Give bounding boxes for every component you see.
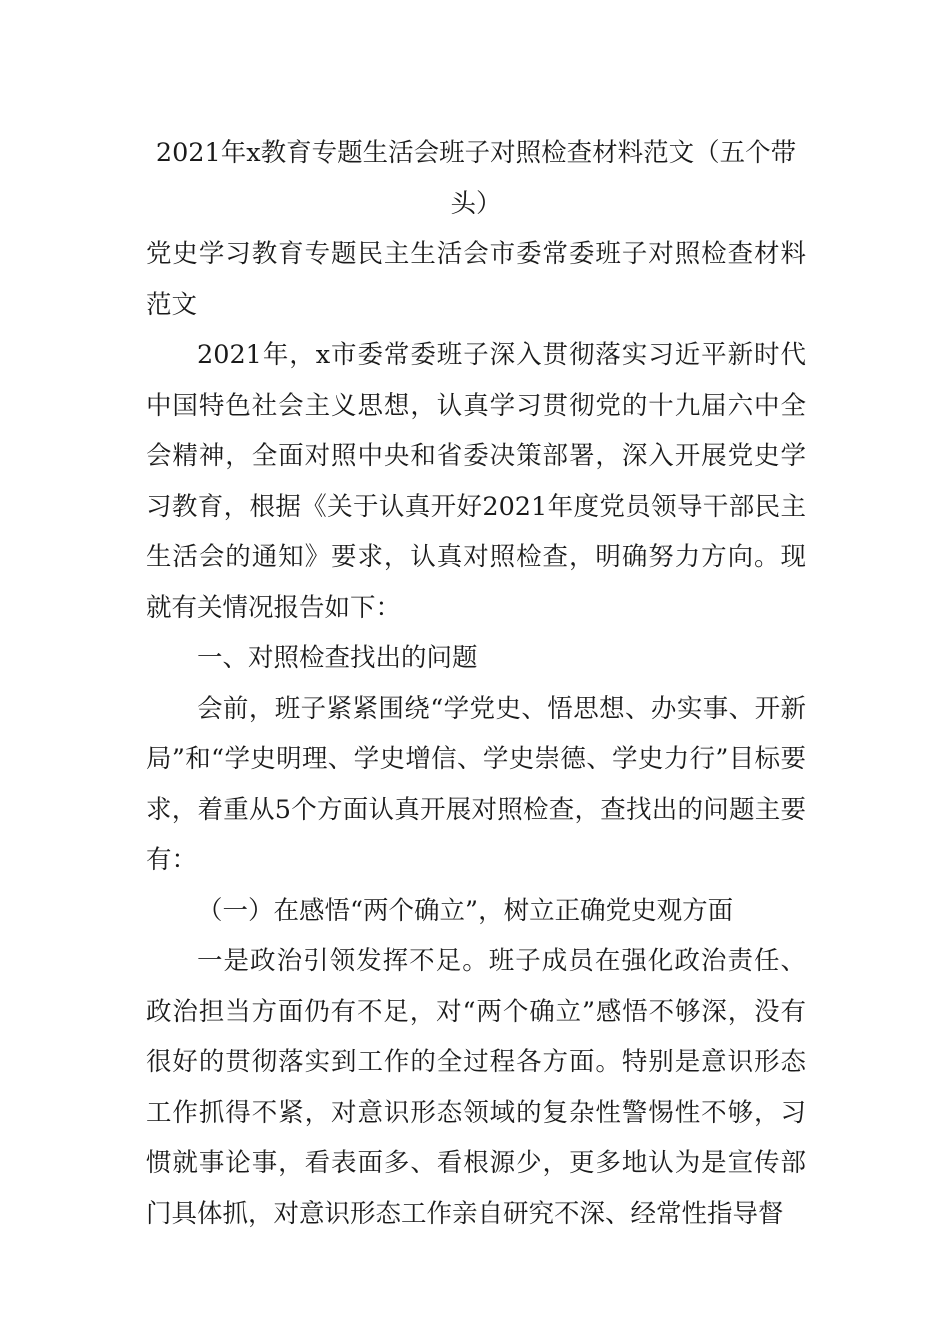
- section-1-paragraph: 会前，班子紧紧围绕“学党史、悟思想、办实事、开新局”和“学史明理、学史增信、学史崇德、学史力行”目标要求，着重从5个方面认真开展对照检查，查找出的问题主要有：: [146, 693, 806, 875]
- subsection-1-paragraph: 一是政治引领发挥不足。班子成员在强化政治责任、政治担当方面仍有不足，对“两个确立”感悟不够深，没有很好的贯彻落实到工作的全过程各方面。特别是意识形态工作抓得不紧，对意识形态领域的复杂性警惕性不够，习惯就事论事，看表面多、看根源少，更多地认为是宣传部门具体抓，对意识形态工作亲自研究不深、经常性指导督: [146, 946, 806, 1229]
- subsection-heading-1: （一）在感悟“两个确立”，树立正确党史观方面: [197, 895, 734, 926]
- section-heading-1: 一、对照检查找出的问题: [197, 643, 478, 673]
- document-subtitle: 党史学习教育专题民主生活会市委常委班子对照检查材料范文: [146, 239, 806, 320]
- document-title: 2021年x教育专题生活会班子对照检查材料范文（五个带头）: [155, 138, 797, 219]
- intro-paragraph: 2021年，x市委常委班子深入贯彻落实习近平新时代中国特色社会主义思想，认真学习贯彻党的十九届六中全会精神，全面对照中央和省委决策部署，深入开展党史学习教育，根据《关于认真开好2021年度党员领导干部民主生活会的通知》要求，认真对照检查，明确努力方向。现就有关情况报告如下：: [146, 340, 806, 623]
- document-page: [146, 128, 806, 1239]
